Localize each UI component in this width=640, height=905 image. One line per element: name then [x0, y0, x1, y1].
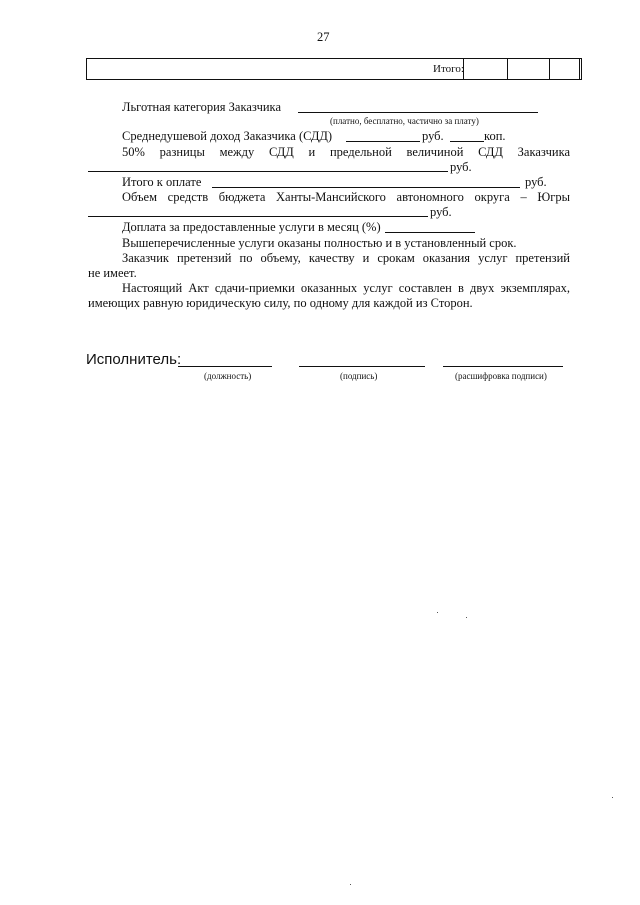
table-divider [549, 58, 550, 80]
claims-line-1: Заказчик претензий по объему, качеству и срокам оказания услуг претензий [122, 251, 570, 265]
budget-field-line [88, 216, 428, 217]
claims-line-2: не имеет. [88, 266, 137, 280]
category-field-line [298, 112, 538, 113]
services-done: Вышеперечисленные услуги оказаны полностью и в установленный срок. [122, 236, 517, 250]
position-hint: (должность) [204, 371, 252, 381]
signature-line [299, 366, 425, 367]
diff-label: 50% разницы между СДД и предельной величиной СДД Заказчика [122, 145, 570, 159]
signature-hint: (подпись) [340, 371, 378, 381]
copies-line-2: имеющих равную юридическую силу, по одному для каждой из Сторон. [88, 296, 473, 310]
page-number: 27 [317, 30, 330, 44]
table-divider [507, 58, 508, 80]
budget-label: Объем средств бюджета Ханты-Мансийского автономного округа – Югры [122, 190, 570, 204]
copies-line-1: Настоящий Акт сдачи-приемки оказанных услуг составлен в двух экземплярах, [122, 281, 570, 295]
income-rub: руб. [422, 129, 444, 143]
category-hint: (платно, бесплатно, частично за плату) [330, 116, 479, 126]
budget-rub: руб. [430, 205, 452, 219]
scan-speck [350, 884, 351, 885]
scan-speck [466, 617, 467, 618]
table-divider [579, 58, 580, 80]
income-kop: коп. [484, 129, 506, 143]
table-total-label: Итого: [433, 63, 464, 75]
decoding-hint: (расшифровка подписи) [455, 371, 547, 381]
income-rub-line [346, 141, 420, 142]
decoding-line [443, 366, 563, 367]
diff-field-line [88, 171, 448, 172]
surcharge-field-line [385, 232, 475, 233]
executor-label: Исполнитель: [86, 351, 182, 368]
category-label: Льготная категория Заказчика [122, 100, 281, 114]
total-pay-field-line [212, 187, 520, 188]
scan-speck [612, 797, 613, 798]
surcharge-label: Доплата за предоставленные услуги в месяц (%) [122, 220, 381, 234]
position-line [178, 366, 272, 367]
income-label: Среднедушевой доход Заказчика (СДД) [122, 129, 333, 143]
total-pay-rub: руб. [525, 175, 547, 189]
diff-rub: руб. [450, 160, 472, 174]
income-kop-line [450, 141, 484, 142]
scan-speck [437, 612, 438, 613]
total-pay-label: Итого к оплате [122, 175, 202, 189]
totals-table [86, 58, 582, 80]
